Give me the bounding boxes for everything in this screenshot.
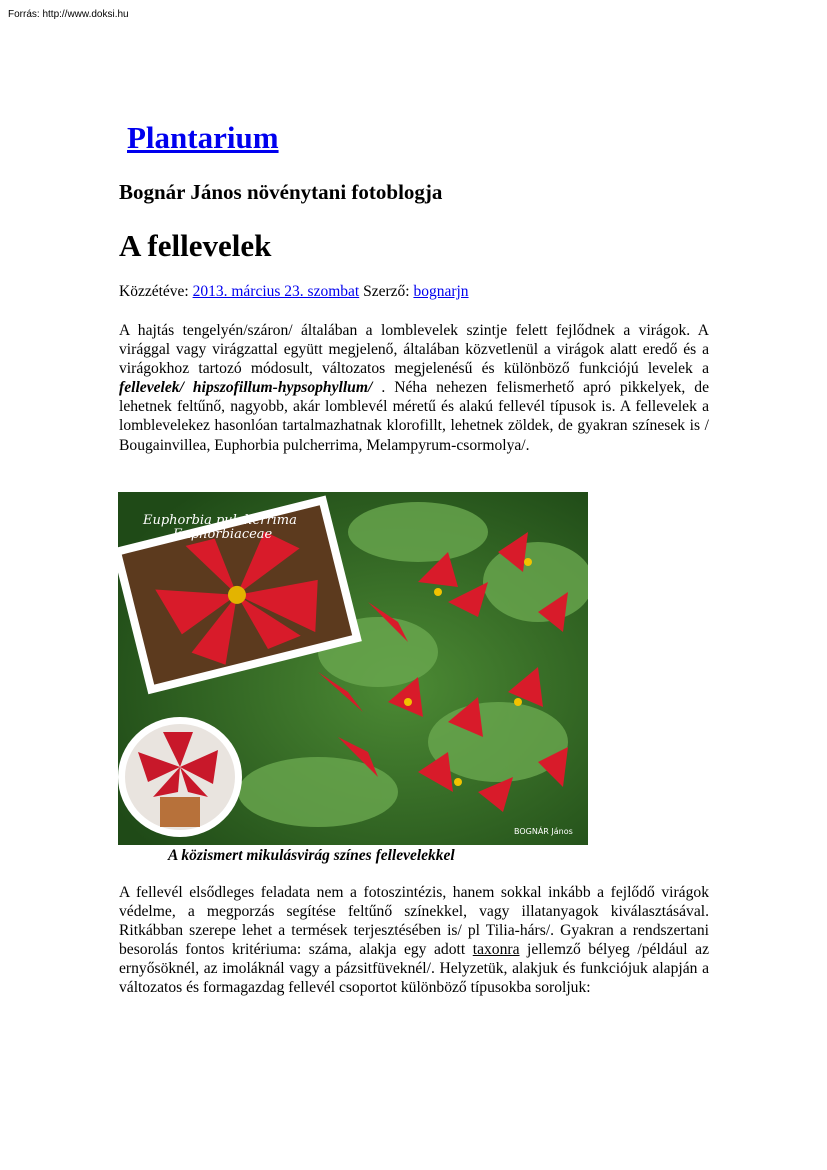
function-paragraph [119, 883, 709, 998]
intro-text-1: A hajtás tengelyén/száron/ általában a lomblevelek szintje felett fejlődnek a virágok. A virággal vagy virágzattal együtt megjelenő, általában közvetlenül a virágok alatt eredő és a virágokhoz tartozó módosult, változatos megjelenésű és különböző funkciójú levelek a [119, 322, 709, 378]
intro-text-2: . Néha nehezen felismerhető apró pikkelyek, de lehetnek feltűnő, nagyobb, akár lomblevél méretű és alakú fellevél típusok is. A fellevelek a lomblevelekez hasonlóan tartalmazhatnak klorofillt, lehetnek zöldek, de gyakran színesek is / Bougainvillea, Euphorbia pulcherrima, Melampyrum-csormolya/. [119, 379, 709, 454]
blog-subtitle: Bognár János növénytani fotoblogja [119, 180, 443, 204]
function-text-1: A fellevél elsődleges feladata nem a fotoszintézis, hanem sokkal inkább a fejlődő virágok védelme, a megporzás segítése feltűnő színekkel, vagy illatanyagok kiválasztásával. Ritkábban szerepe lehet a termések terjesztésében is/ pl Tilia-hárs/. Gyakran a rendszertani besorolás fontos kritériuma: száma, alakja egy adott [119, 884, 709, 959]
photo-label-family: Euphorbiaceae [173, 527, 273, 542]
intro-emphasis: fellevelek/ hipszofillum-hypsophyllum/ [119, 379, 373, 397]
intro-paragraph [119, 321, 709, 455]
published-label: Közzétéve: [119, 283, 189, 300]
photo-credit: BOGNÁR János [514, 827, 573, 836]
post-meta [119, 282, 469, 302]
author-label: Szerző: [363, 283, 410, 300]
source-label: Forrás: http://www.doksi.hu [8, 9, 129, 20]
photo-label-species: Euphorbia pulcherrima [143, 513, 297, 528]
post-date-link[interactable]: 2013. március 23. szombat [192, 283, 360, 300]
taxonra-link[interactable]: taxonra [472, 941, 520, 959]
poinsettia-photo [118, 492, 588, 845]
author-link[interactable]: bognarjn [413, 283, 469, 300]
blog-title-link[interactable]: Plantarium [127, 120, 279, 155]
post-title: A fellevelek [119, 228, 272, 263]
function-text-2: jellemző bélyeg /például az ernyősöknél, az imoláknál vagy a pázsitfüveknél/. Helyzetük, alakjuk és funkciójuk alapján a változatos és formagazdag fellevél csoportot különböző típusokba soroljuk: [119, 941, 710, 997]
photo-caption: A közismert mikulásvirág színes fellevelekkel [168, 847, 455, 864]
